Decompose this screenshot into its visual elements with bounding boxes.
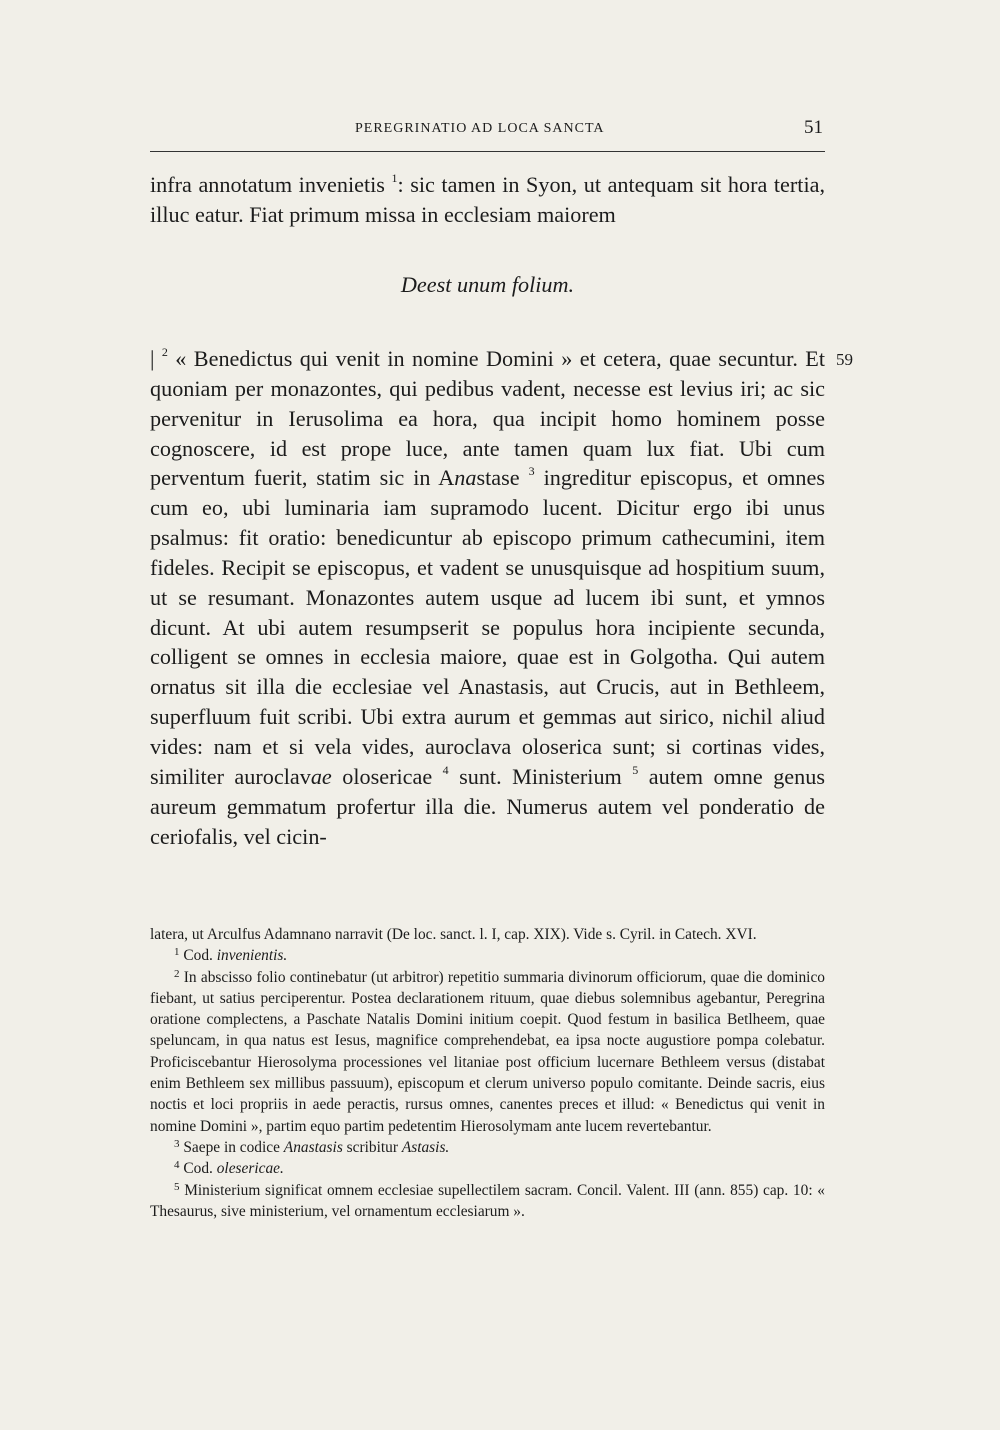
footnote-ref-2: 2 (161, 345, 168, 359)
footnote-3-number: 3 (174, 1137, 180, 1150)
body-paragraph-1 (150, 170, 825, 230)
para2-text-3: ingreditur episcopus, et omnes cum eo, ubi luminaria iam supramodo lucent. Dicitur ergo ibi unus psalmus: fit oratio: benedicuntur ab episcopo primum cathecumini, item fideles. Recipit se episcopus, et vadent se unusquisque ad hospitium suum, ut se resumant. Monazontes autem usque ad lucem ibi sunt, et ymnos dicunt. At ubi autem resumpserit se populus hora incipiente secunda, colligent se omnes in ecclesia maiore, quae est in Golgotha. Qui autem ornatus sit illa die ecclesiae vel Anastasis, aut Crucis, aut in Bethleem, superfluum fuit scribi. Ubi extra aurum et gemmas aut sirico, nichil aliud vides: nam et si vela vides, auroclava oloserica sunt; si cortinas vides, similiter auroclav (150, 465, 825, 789)
footnote-ref-1: 1 (391, 171, 398, 185)
para1-text-after: : sic tamen in Syon, ut antequam sit hora tertia, illuc eatur. Fiat primum missa in ecclesiam maiorem (150, 172, 826, 227)
footnote-continuation: latera, ut Arculfus Adamnano narravit (De loc. sanct. l. I, cap. XIX). Vide s. Cyril. in Catech. XVI. (150, 926, 757, 943)
footnotes-section (150, 924, 825, 1222)
footnote-1-text: Cod. (183, 947, 217, 965)
footnote-5 (150, 1180, 825, 1223)
lacuna-note: Deest unum folium. (400, 272, 575, 297)
para2-text-5: sunt. Ministerium (448, 763, 633, 789)
footnote-ref-4: 4 (442, 762, 449, 777)
para2-text-2: stase (476, 465, 529, 491)
para2-italic-1: na (454, 465, 477, 491)
footnote-2-text: In abscisso folio continebatur (ut arbitror) repetitio summaria divinorum officiorum, quae die dominico fiebant, ut satius perciperentur. Postea declarationem rituum, quae diebus solemnibus agebantur, Peregrina oratione complectens, a Paschate Natalis Domini initium coepit. Quod festum in basilica Betlheem, quae speluncam, in qua natus est Iesus, magnifice comprehendebat, ea ipsa nocte augustiore pompa colebatur. Proficiscebantur Hierosolyma processiones vel litaniae post officium lucernare Bethleem versus (distabat enim Bethleem sex millibus passuum), episcopum et clerum universo populo comitante. Deinde sacris, eius noctis et loci propriis in aede peractis, rursus omnes, canentes preces et illud: « Benedictus qui venit in nomine Domini », partim equo partim pedetentim Hierosolymam ante lucem revertebantur. (150, 968, 825, 1135)
footnote-4-number: 4 (174, 1159, 180, 1172)
para2-text-1: « Benedictus qui venit in nomine Domini » et cetera, quae secuntur. Et quoniam per monazontes, qui pedibus vadent, necesse est levius iri; ac sic pervenitur in Ierusolima ea hora, qua incipit homo hominem posse cognoscere, id est prope luce, ante tamen quam lux fiat. Ubi cum perventum fuerit, statim sic in A (150, 346, 825, 491)
footnote-4-text: Cod. (183, 1160, 217, 1178)
footnote-3 (150, 1137, 825, 1158)
footnote-1-italic: invenientis. (216, 947, 288, 965)
footnote-ref-5: 5 (632, 762, 639, 777)
para2-text-6: autem omne genus aureum gemmatum profertur illa die. Numerus autem vel ponderatio de ceriofalis, vel cicin- (150, 763, 825, 849)
footnote-5-number: 5 (174, 1180, 180, 1193)
footnote-3-text-1: Saepe in codice (183, 1138, 284, 1156)
footnote-1-number: 1 (174, 946, 180, 959)
footnote-3-italic-1: Anastasis (283, 1138, 343, 1156)
page-header (150, 117, 825, 152)
column-break-mark: | (150, 346, 155, 371)
footnote-5-text: Ministerium significat omnem ecclesiae supellectilem sacram. Concil. Valent. III (ann. 855) cap. 10: « Thesaurus, sive ministerium, vel ornamentum ecclesiarum ». (150, 1181, 825, 1220)
para2-text-4: olosericae (331, 763, 443, 789)
para1-text-before: infra annotatum invenietis (150, 172, 392, 197)
footnote-3-text-2: scribitur (342, 1138, 402, 1156)
para2-italic-2: ae (310, 763, 332, 789)
body-paragraph-2 (150, 344, 825, 851)
running-title: PEREGRINATIO AD LOCA SANCTA (355, 121, 605, 136)
footnote-ref-3: 3 (528, 464, 535, 479)
margin-line-number: 59 (836, 350, 853, 369)
footnote-3-italic-2: Astasis. (401, 1138, 450, 1156)
page-number: 51 (804, 117, 823, 138)
footnote-2-number: 2 (174, 967, 180, 980)
footnote-2 (150, 967, 825, 1137)
footnote-4-italic: olesericae. (216, 1160, 284, 1178)
footnote-1 (150, 945, 825, 966)
footnote-4 (150, 1158, 825, 1179)
